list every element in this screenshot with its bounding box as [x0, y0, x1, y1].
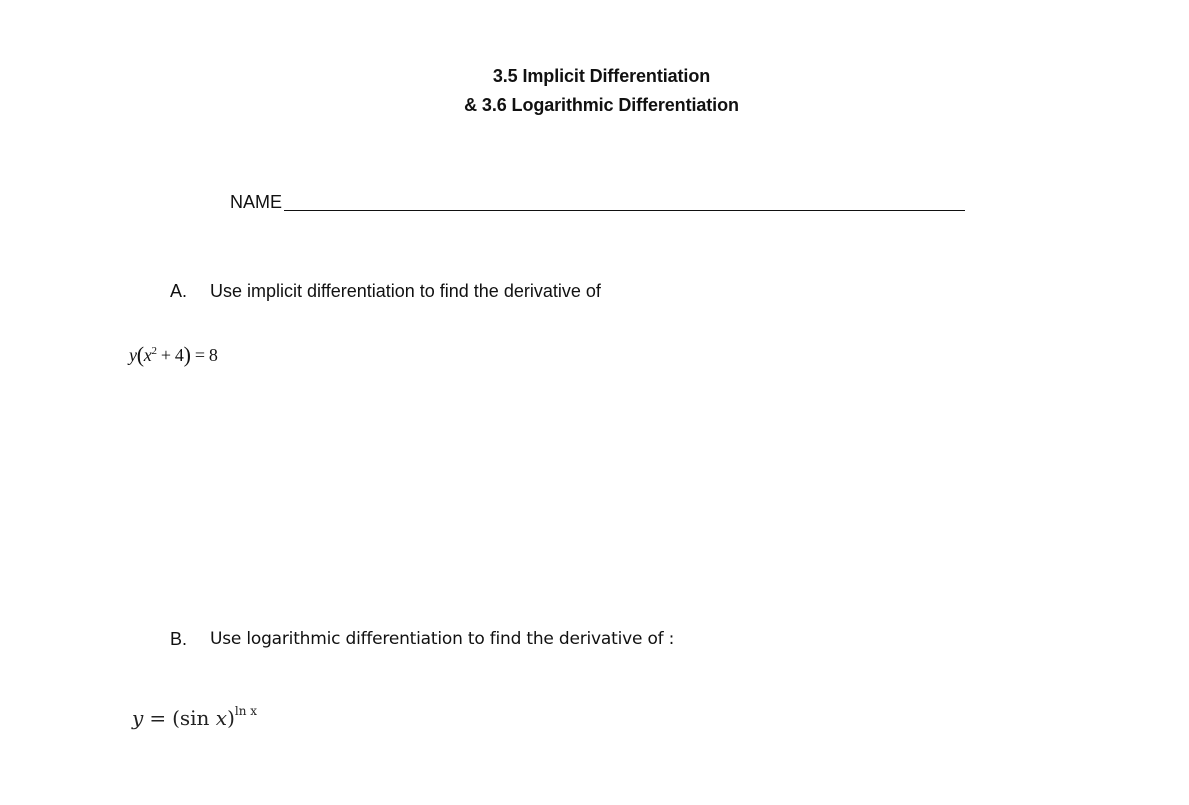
title-line-1: 3.5 Implicit Differentiation	[492, 66, 711, 86]
question-b-label: B.	[170, 629, 188, 649]
eq-a-exponent: 2	[151, 345, 157, 357]
name-field-row	[230, 189, 965, 213]
eq-a-x: x	[143, 345, 152, 365]
equation-b	[132, 704, 257, 730]
eq-b-x: x	[215, 706, 228, 730]
eq-b-equals: =	[149, 706, 167, 730]
name-label: NAME	[230, 192, 283, 212]
eq-a-close-paren: )	[183, 342, 191, 367]
eq-b-close: )	[227, 706, 235, 730]
name-blank-line[interactable]	[284, 192, 965, 211]
eq-a-y: y	[129, 345, 137, 365]
question-a	[170, 281, 601, 302]
equation-a	[129, 342, 218, 368]
eq-b-base: (sin	[172, 706, 216, 730]
eq-a-equals: = 8	[190, 345, 218, 365]
eq-b-exponent: ln x	[234, 704, 258, 718]
question-b-text: Use logarithmic differentiation to find the derivative of :	[210, 629, 675, 649]
question-a-text: Use implicit differentiation to find the derivative of	[210, 281, 601, 301]
question-a-label: A.	[170, 281, 188, 301]
eq-b-y: y	[132, 706, 144, 730]
eq-a-rest: + 4	[156, 345, 184, 365]
title-line-2: & 3.6 Logarithmic Differentiation	[464, 95, 739, 115]
question-b	[170, 629, 674, 650]
eq-a-open-paren: (	[136, 342, 144, 367]
